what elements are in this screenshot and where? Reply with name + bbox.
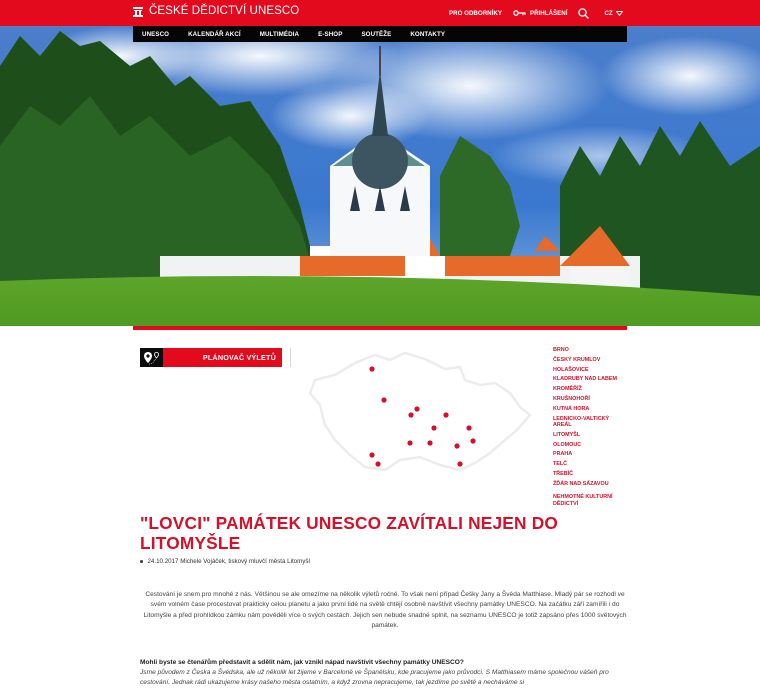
brand-name: ČESKÉ DĚDICTVÍ UNESCO [149, 5, 300, 17]
nav-item-eshop[interactable]: E-SHOP [318, 30, 343, 38]
site-link-kladruby[interactable]: KLADRUBY NAD LABEM [553, 376, 617, 383]
site-link-kutna-hora[interactable]: KUTNÁ HORA [553, 405, 590, 412]
utility-nav [449, 0, 623, 26]
site-link-krusnohori[interactable]: KRUŠNOHOŘÍ [553, 395, 590, 402]
article-header [140, 513, 630, 565]
top-bar [0, 0, 760, 26]
site-link-lednicko-valticky[interactable]: LEDNICKO-VALTICKÝ AREÁL [553, 415, 610, 429]
site-link-litomysl[interactable]: LITOMYŠL [553, 431, 581, 438]
site-link-trebic[interactable]: TŘEBÍČ [553, 471, 574, 478]
search-icon [578, 8, 589, 19]
site-link-telc[interactable]: TELČ [553, 461, 568, 468]
site-link-olomouc[interactable]: OLOMOUC [553, 441, 582, 448]
nav-item-multimedia[interactable]: MULTIMÉDIA [259, 30, 300, 38]
article-intro: Cestování je snem pro mnohé z nás. Většinou se ale omezíme na několik výletů ročně. To však není případ Češky Jany a Švéda Matthiase. Mladý pár se rozhodl ve svém volném čase procestovat prakticky celou planetu a jako první lidé na světě chtějí osobně navštívit všechny památky UNESCO. Na začátku září zamířili i do Litomyšle a před prohlídkou zámku nám pověděli více o svých cestách. Jejich sen nebude snadné splnit, na seznamu UNESCO je totiž zapsáno přes 1000 světových památek. [143, 591, 627, 629]
brand-logo-link[interactable] [133, 5, 299, 17]
key-icon [513, 10, 526, 16]
czech-map[interactable] [295, 345, 540, 475]
nav-item-souteze[interactable]: SOUTĚŽE [361, 30, 392, 38]
site-link-nehmotne-dedictvi[interactable]: NEHMOTNÉ KULTURNÍ DĚDICTVÍ [553, 494, 613, 507]
pro-odborniky-link[interactable]: PRO ODBORNÍKY [449, 9, 502, 17]
sites-list [553, 347, 633, 511]
bullet-icon [140, 560, 143, 563]
accent-divider [133, 326, 627, 330]
site-link-holasovice[interactable]: HOLAŠOVICE [553, 366, 589, 373]
planner-label: PLÁNOVAČ VÝLETŮ [163, 348, 282, 367]
article-date: 24.10.2017 [147, 558, 179, 565]
main-nav [133, 26, 627, 42]
site-link-zdar[interactable]: ŽĎÁR NAD SÁZAVOU [553, 480, 609, 487]
article-meta [140, 558, 630, 565]
hero-slider[interactable] [0, 26, 760, 326]
hero-image [0, 26, 760, 326]
article-question: Mohli byste se čtenářům představit a sdělit nám, jak vznikl nápad navštívit všechny památky UNESCO? [140, 659, 464, 666]
article-answer: Jsme původem z Česka a Švédska, ale už několik let žijeme v Barceloně ve Španělsku, kde pracujeme jako průvodci. S Matthiasem máme společnou vášeň pro cestování. Jednak rádi ukazujeme krásy našeho města ostatním, a když zrovna nepracujeme, tak jezdíme po světě a necháváme si [140, 669, 609, 687]
nav-item-kontakty[interactable]: KONTAKTY [410, 30, 446, 38]
login-link[interactable] [513, 10, 567, 17]
chevron-down-icon [616, 11, 623, 16]
nav-item-unesco[interactable]: UNESCO [142, 30, 170, 38]
nav-item-kalendar-akci[interactable]: KALENDÁŘ AKCÍ [188, 30, 241, 38]
language-label: CZ [604, 9, 613, 17]
site-link-brno[interactable]: BRNO [553, 347, 569, 353]
divider [290, 348, 291, 367]
site-link-cesky-krumlov[interactable]: ČESKÝ KRUMLOV [553, 356, 601, 363]
language-selector[interactable] [604, 10, 622, 17]
article-author: Michele Vojáček, tiskový mluvčí města Litomyšl [180, 558, 310, 565]
site-link-kromeriz[interactable]: KROMĚŘÍŽ [553, 386, 582, 393]
map-pin-route-icon [143, 351, 161, 365]
login-label: PŘIHLÁŠENÍ [529, 9, 568, 17]
unesco-temple-icon [133, 6, 143, 17]
search-button[interactable] [578, 8, 604, 19]
site-link-praha[interactable]: PRAHA [553, 451, 573, 458]
planner-icon-box [140, 348, 163, 367]
article-title: "LOVCI" PAMÁTEK UNESCO ZAVÍTALI NEJEN DO LITOMYŠLE [140, 513, 559, 553]
trip-planner-button[interactable] [140, 348, 282, 367]
